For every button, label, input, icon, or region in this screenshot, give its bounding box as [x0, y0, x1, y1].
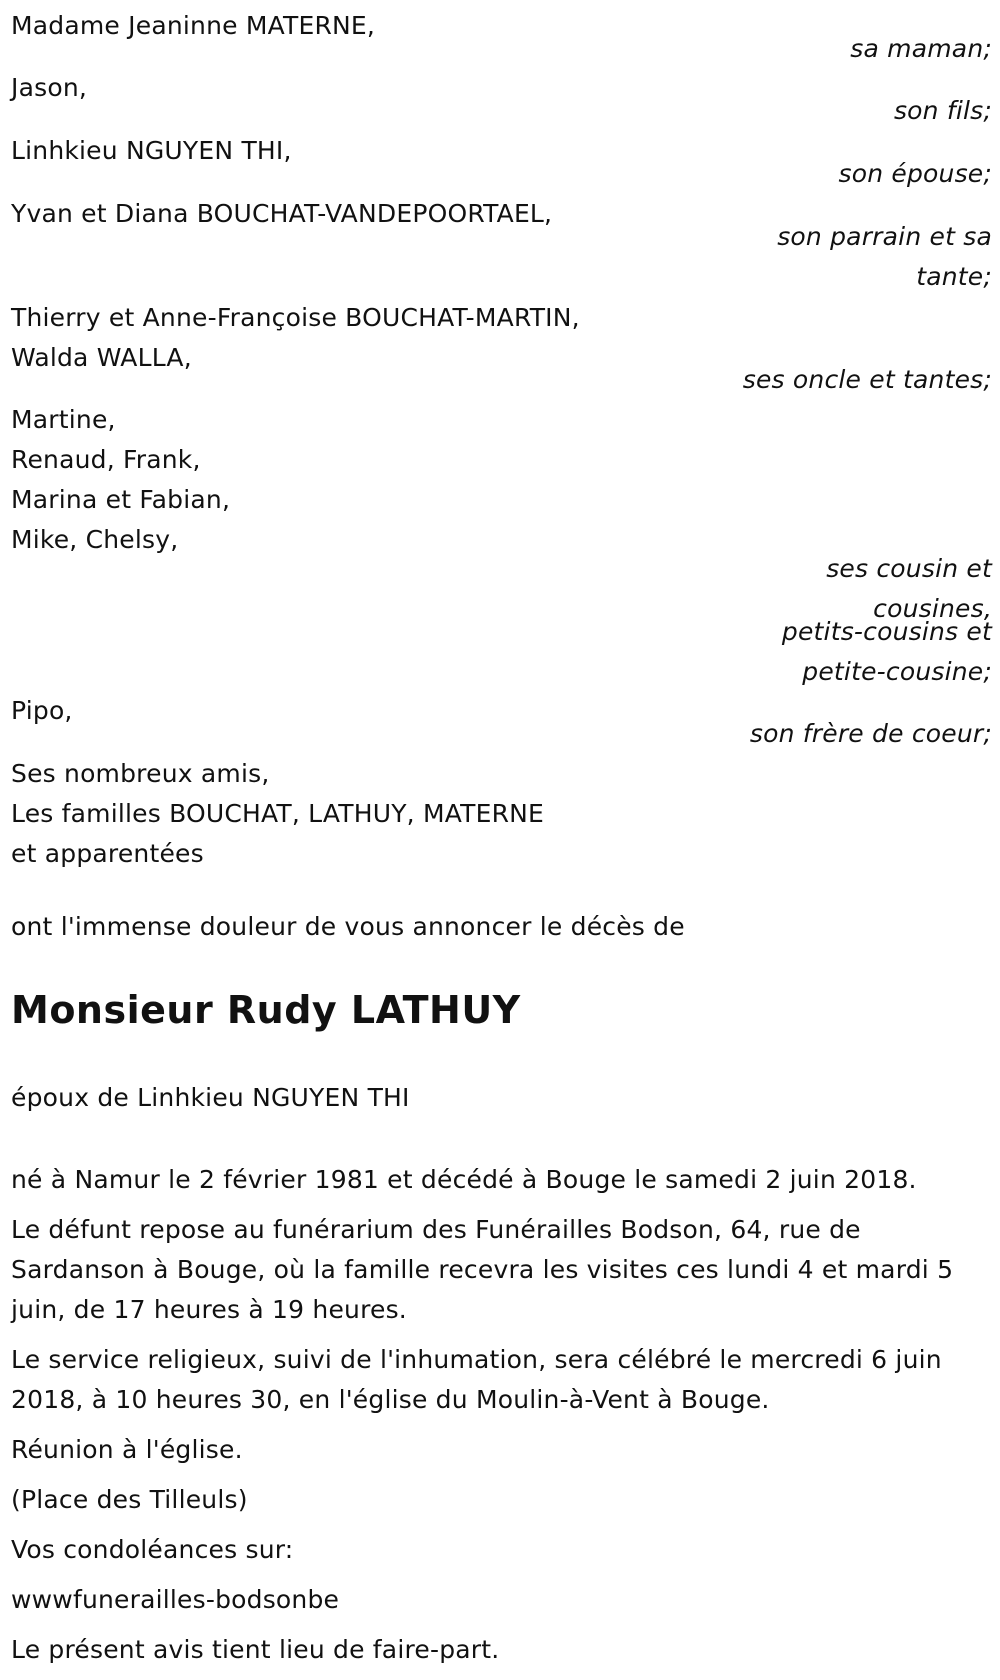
- family-names-spouse: [11, 131, 292, 171]
- family-name-line: Walda WALLA,: [11, 343, 192, 372]
- family-names-son: [11, 68, 87, 108]
- family-name-line: Jason,: [11, 73, 88, 102]
- family-name-line: Mike, Chelsy,: [11, 525, 179, 554]
- family-name-line: Thierry et Anne-Françoise BOUCHAT-MARTIN,: [11, 303, 580, 332]
- relation-mother: sa maman;: [850, 34, 992, 63]
- relation-heart-brother: son frère de coeur;: [749, 719, 992, 748]
- announcement-intro: ont l'immense douleur de vous annoncer le décès de: [11, 912, 685, 941]
- relation-son: son fils;: [893, 96, 992, 125]
- relation-cousins: ses cousin et cousines,: [826, 554, 992, 623]
- family-name-line: Les familles BOUCHAT, LATHUY, MATERNE: [11, 799, 545, 828]
- deceased-name: Monsieur Rudy LATHUY: [11, 988, 521, 1032]
- family-name-line: Ses nombreux amis,: [11, 759, 270, 788]
- birth-death-line: né à Namur le 2 février 1981 et décédé à Bouge le samedi 2 juin 2018.: [11, 1165, 917, 1194]
- family-name-line: Madame Jeaninne MATERNE,: [11, 11, 376, 40]
- relation-second-cousins: petits-cousins et petite-cousine;: [781, 617, 992, 686]
- gathering-info: Réunion à l'église.: [11, 1435, 243, 1464]
- closing-note: Le présent avis tient lieu de faire-part.: [11, 1635, 500, 1664]
- relation-uncle-aunts: ses oncle et tantes;: [742, 365, 992, 394]
- visitation-info: Le défunt repose au funérarium des Funérailles Bodson, 64, rue de Sardanson à Bouge, où la famille recevra les visites ces lundi 4 et mardi 5 juin, de 17 heures à 19 heures.: [11, 1215, 954, 1324]
- notice-details: [11, 1160, 986, 1680]
- family-name-line: Marina et Fabian,: [11, 485, 231, 514]
- relation-godfather: son parrain et sa tante;: [777, 222, 992, 291]
- family-name-line: Renaud, Frank,: [11, 445, 201, 474]
- family-name-line: et apparentées: [11, 839, 204, 868]
- family-names-mother: [11, 6, 375, 46]
- place-info: (Place des Tilleuls): [11, 1485, 248, 1514]
- family-name-line: Yvan et Diana BOUCHAT-VANDEPOORTAEL,: [11, 199, 553, 228]
- condolences-label: Vos condoléances sur:: [11, 1535, 294, 1564]
- family-name-line: Linhkieu NGUYEN THI,: [11, 136, 292, 165]
- family-names-cousins: [11, 400, 230, 560]
- relation-spouse: son épouse;: [838, 159, 992, 188]
- family-names-friends-families: [11, 754, 544, 874]
- condolences-website: wwwfunerailles-bodsonbe: [11, 1585, 340, 1614]
- service-info: Le service religieux, suivi de l'inhumation, sera célébré le mercredi 6 juin 2018, à 10 heures 30, en l'église du Moulin-à-Vent à Bouge.: [11, 1345, 942, 1414]
- family-name-line: Martine,: [11, 405, 116, 434]
- family-name-line: Pipo,: [11, 696, 73, 725]
- spouse-line: époux de Linhkieu NGUYEN THI: [11, 1083, 410, 1112]
- family-names-uncle-aunts: [11, 298, 580, 378]
- family-names-heart-brother: [11, 691, 73, 731]
- family-names-godfather: [11, 194, 552, 234]
